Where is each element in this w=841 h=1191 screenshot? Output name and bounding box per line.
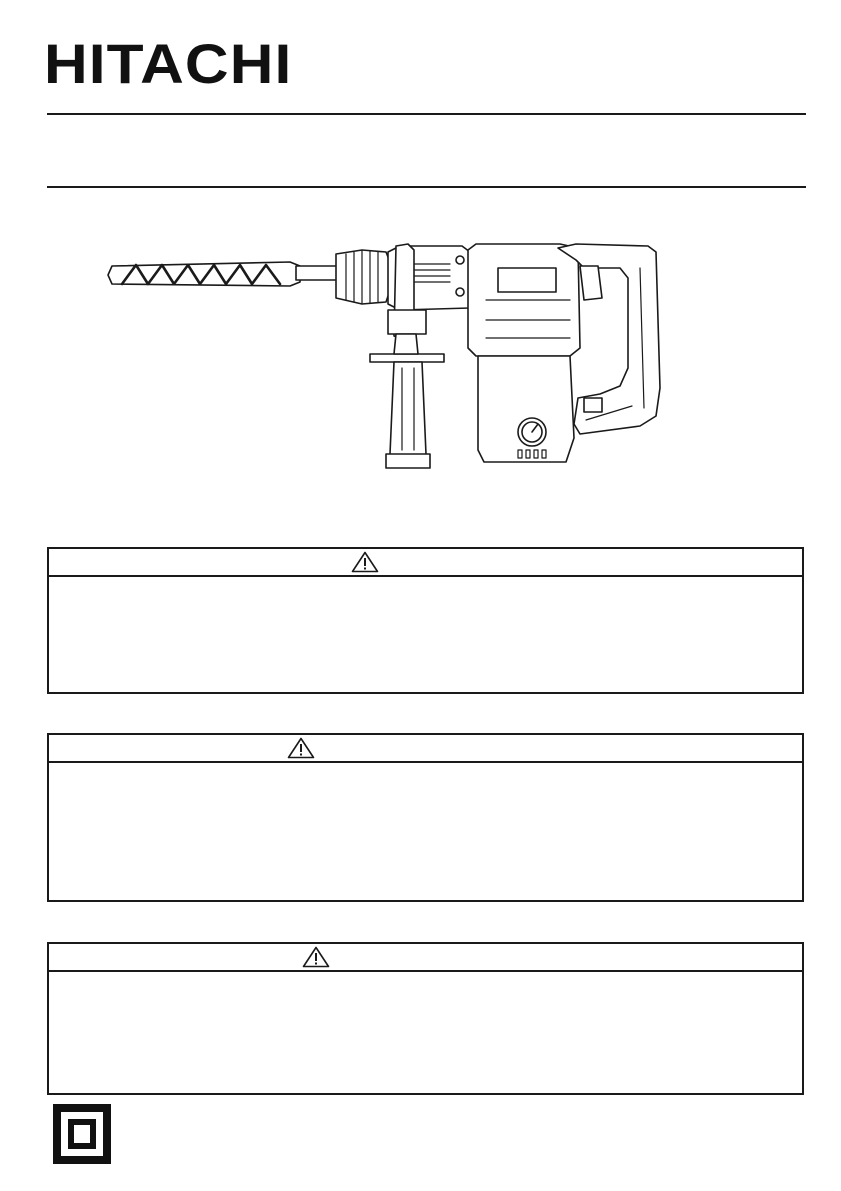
warning-box-header (49, 944, 802, 972)
warning-box-1 (47, 547, 804, 694)
warning-triangle-icon (302, 946, 330, 968)
warning-box-header (49, 735, 802, 763)
rotary-hammer-drill-illustration (100, 238, 665, 475)
double-insulation-class-ii-icon (53, 1104, 111, 1164)
warning-box-3 (47, 942, 804, 1095)
warning-triangle-icon (287, 737, 315, 759)
warning-box-2 (47, 733, 804, 902)
brand-logo: HITACHI (44, 32, 293, 95)
header-divider-top (47, 113, 806, 115)
warning-triangle-icon (351, 551, 379, 573)
warning-box-header (49, 549, 802, 577)
header-divider-bottom (47, 186, 806, 188)
